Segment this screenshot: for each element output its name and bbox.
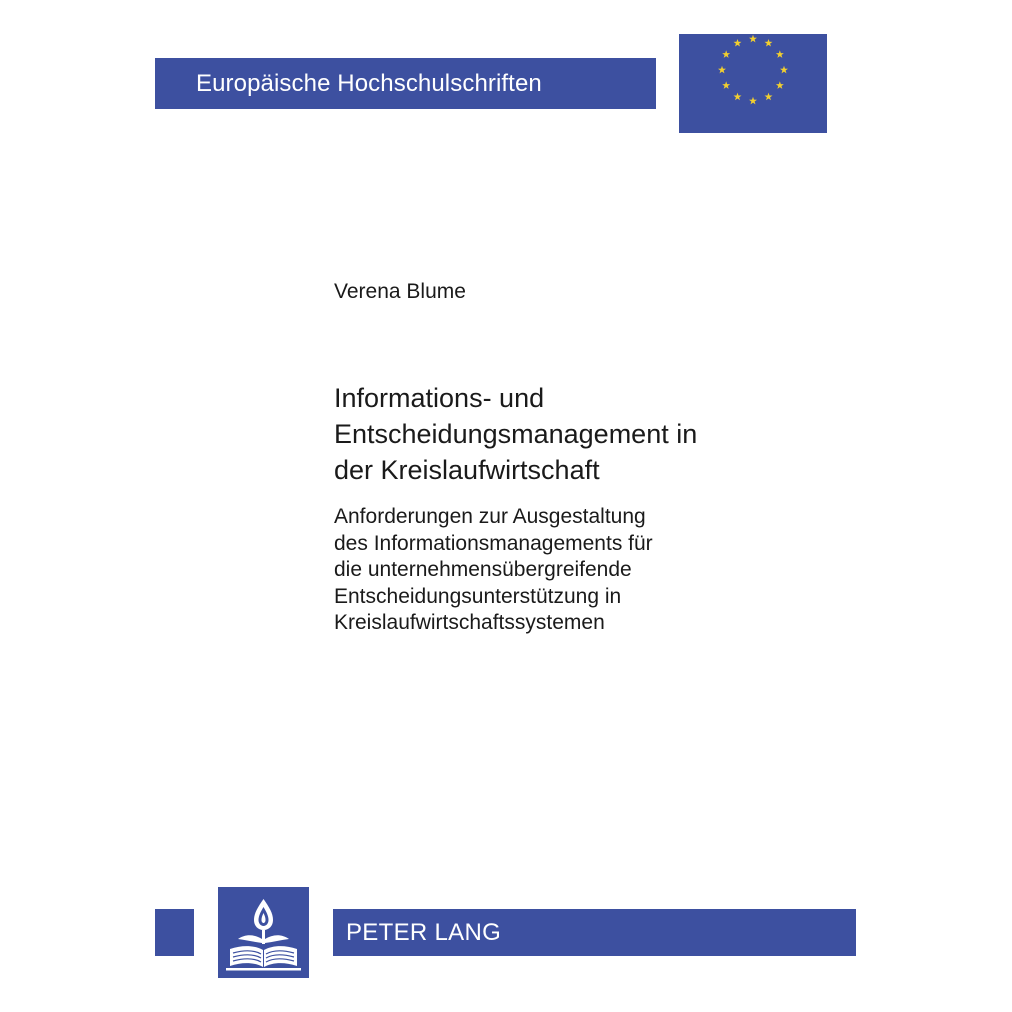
flag-star-icon [776,81,784,89]
author-name: Verena Blume [334,280,466,303]
flag-star-icon [722,50,730,58]
book-title-line: der Kreislaufwirtschaft [334,455,600,485]
eu-flag-icon [679,34,827,133]
book-subtitle-line: Kreislaufwirtschaftssystemen [334,611,605,634]
flag-star-icon [749,35,757,43]
book-subtitle-line: die unternehmensübergreifende [334,558,632,581]
book-title-line: Informations- und [334,383,545,413]
series-title: Europäische Hochschulschriften [196,69,542,97]
flag-star-icon [780,66,788,74]
flag-star-icon [765,39,773,47]
publisher-banner [333,909,856,956]
series-banner [155,58,656,109]
book-subtitle-line: Anforderungen zur Ausgestaltung [334,505,646,528]
book-subtitle [334,504,894,637]
publisher-logo-icon [218,887,309,978]
flag-star-icon [718,66,726,74]
decorative-square [155,909,194,956]
book-title [334,380,894,488]
flag-star-icon [749,97,757,105]
book-title-line: Entscheidungsmanagement in [334,419,698,449]
flag-star-icon [776,50,784,58]
flag-star-icon [765,93,773,101]
flag-star-icon [734,39,742,47]
publisher-name: PETER LANG [346,918,502,946]
flag-star-icon [734,93,742,101]
flag-star-icon [722,81,730,89]
book-subtitle-line: des Informationsmanagements für [334,531,653,555]
book-subtitle-line: Entscheidungsunterstützung in [334,584,622,608]
